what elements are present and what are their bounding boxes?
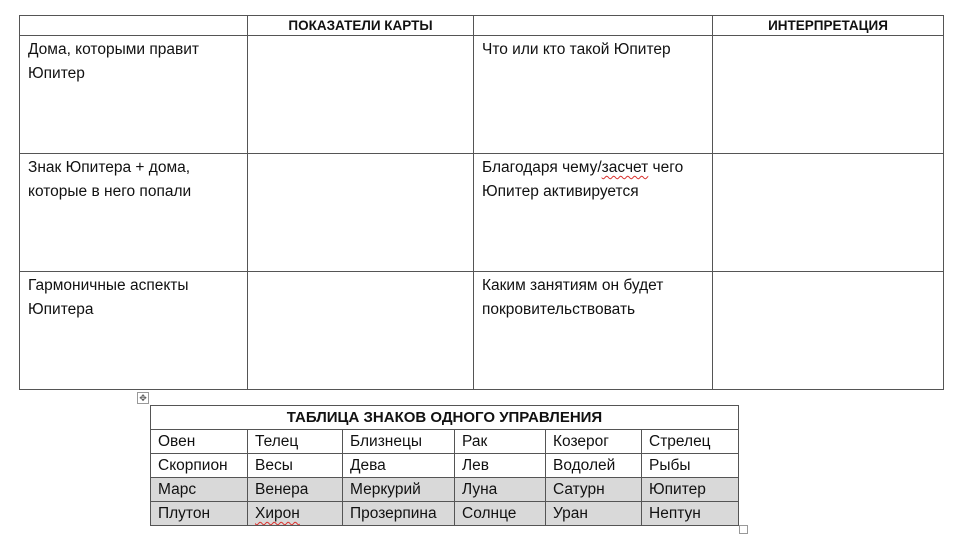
header-row [20,16,944,36]
sign-cell[interactable]: Стрелец [642,430,739,454]
prompt-cell[interactable]: Каким занятиям он будет покровительствовать [474,272,713,390]
table-row [151,502,739,526]
table-title-row [151,406,739,430]
sign-cell[interactable]: Козерог [546,430,642,454]
sign-cell[interactable]: Телец [248,430,343,454]
signs-rulership-table [150,405,739,526]
table-row [20,154,944,272]
sign-cell[interactable]: Лев [455,454,546,478]
header-interpretation[interactable]: ИНТЕРПРЕТАЦИЯ [713,16,944,36]
planet-cell[interactable]: Марс [151,478,248,502]
planet-cell[interactable]: Уран [546,502,642,526]
table-row [151,430,739,454]
planet-cell[interactable]: Юпитер [642,478,739,502]
planet-cell[interactable]: Солнце [455,502,546,526]
prompt-cell[interactable]: Знак Юпитера + дома, которые в него попали [20,154,248,272]
prompt-cell[interactable] [474,154,713,272]
sign-cell[interactable]: Весы [248,454,343,478]
answer-cell[interactable] [713,36,944,154]
planet-cell[interactable]: Плутон [151,502,248,526]
answer-cell[interactable] [248,36,474,154]
sign-cell[interactable]: Близнецы [343,430,455,454]
spellcheck-flagged-word[interactable]: засчет [601,159,649,176]
sign-cell[interactable]: Рак [455,430,546,454]
sign-cell[interactable]: Рыбы [642,454,739,478]
planet-cell[interactable]: Луна [455,478,546,502]
chart-indicators-table [19,15,944,390]
table-row [20,36,944,154]
prompt-cell[interactable]: Гармоничные аспекты Юпитера [20,272,248,390]
table-row [20,272,944,390]
spellcheck-flagged-word[interactable]: Хирон [255,505,300,522]
answer-cell[interactable] [713,272,944,390]
planet-cell[interactable] [248,502,343,526]
table-row [151,454,739,478]
sign-cell[interactable]: Дева [343,454,455,478]
answer-cell[interactable] [713,154,944,272]
table-title[interactable]: ТАБЛИЦА ЗНАКОВ ОДНОГО УПРАВЛЕНИЯ [151,406,739,430]
prompt-cell[interactable]: Что или кто такой Юпитер [474,36,713,154]
header-cell-empty[interactable] [20,16,248,36]
resize-square-icon[interactable] [739,525,748,534]
prompt-text: чего Юпитер активируется [482,159,684,200]
planet-cell[interactable]: Венера [248,478,343,502]
header-cell-empty[interactable] [474,16,713,36]
header-chart-indicators[interactable]: ПОКАЗАТЕЛИ КАРТЫ [248,16,474,36]
sign-cell[interactable]: Водолей [546,454,642,478]
planet-cell[interactable]: Нептун [642,502,739,526]
planet-cell[interactable]: Прозерпина [343,502,455,526]
answer-cell[interactable] [248,272,474,390]
planet-cell[interactable]: Меркурий [343,478,455,502]
sign-cell[interactable]: Овен [151,430,248,454]
move-arrows-icon[interactable]: ✥ [137,392,149,404]
table-row [151,478,739,502]
planet-cell[interactable]: Сатурн [546,478,642,502]
answer-cell[interactable] [248,154,474,272]
sign-cell[interactable]: Скорпион [151,454,248,478]
prompt-cell[interactable]: Дома, которыми правит Юпитер [20,36,248,154]
prompt-text: Благодаря чему/ [482,159,602,176]
